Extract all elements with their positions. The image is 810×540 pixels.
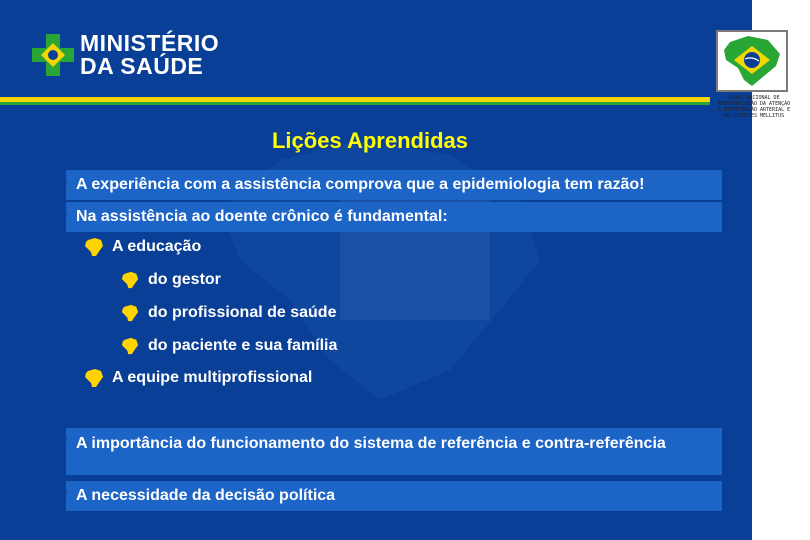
- sub-bullet-text: A equipe multiprofissional: [112, 369, 313, 386]
- header-green-line: [0, 102, 710, 105]
- bullet-text: A importância do funcionamento do sistema de referência e contra-referência: [76, 435, 666, 452]
- bullet-text: A necessidade da decisão política: [76, 487, 336, 504]
- brazil-sub-bullet-icon: [84, 237, 104, 257]
- ministerio-logo: [32, 32, 232, 82]
- bullet-text: Na assistência ao doente crônico é fundamental:: [76, 208, 448, 225]
- brazil-sub-bullet-icon: [121, 337, 139, 355]
- sub-bullet-text: do gestor: [148, 271, 221, 288]
- brazil-flag-map-icon: [718, 32, 786, 90]
- health-cross-icon: [32, 34, 74, 76]
- brazil-bullet-icon: [38, 169, 68, 199]
- slide-title: Lições Aprendidas: [271, 128, 468, 153]
- brazil-sub-bullet-icon: [121, 304, 139, 322]
- brazil-bullet-icon: [38, 427, 68, 457]
- brazil-sub-bullet-icon: [121, 271, 139, 289]
- emblem-box: [716, 30, 788, 92]
- brazil-bullet-icon: [38, 201, 68, 231]
- sub-bullet-text: do profissional de saúde: [148, 304, 337, 321]
- emblem-caption: PLANO NACIONAL DE REORGANIZAÇÃO DA ATENÇÃO À HIPERTENSÃO ARTERIAL E AO DIABETES MELLITUS: [717, 95, 791, 119]
- brazil-bullet-icon: [38, 480, 68, 510]
- logo-line1: MINISTÉRIO: [80, 30, 220, 56]
- brazil-sub-bullet-icon: [84, 368, 104, 388]
- sub-bullet-text: do paciente e sua família: [148, 337, 338, 354]
- sub-bullet-text: A educação: [112, 238, 202, 255]
- bullet-text: A experiência com a assistência comprova que a epidemiologia tem razão!: [76, 176, 645, 193]
- logo-text: [80, 32, 219, 78]
- logo-line2: DA SAÚDE: [80, 53, 204, 79]
